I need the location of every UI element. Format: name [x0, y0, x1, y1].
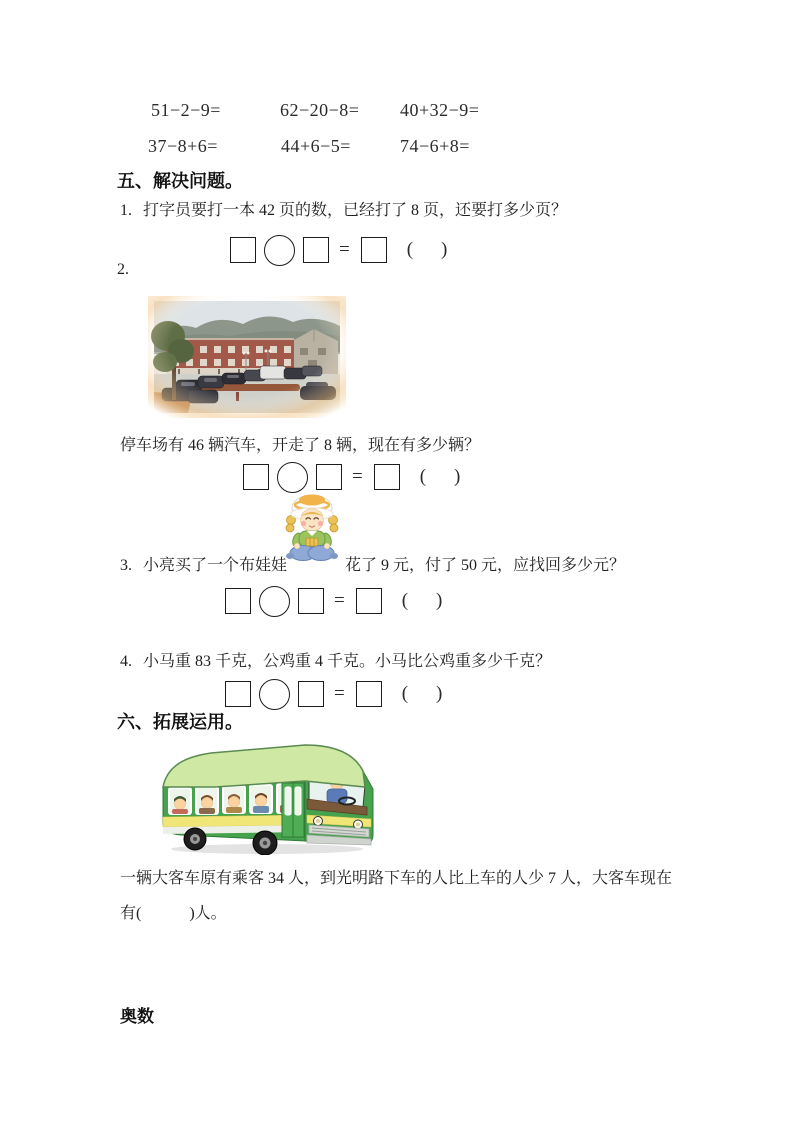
- section-six-text-line2: [120, 900, 227, 923]
- answer-equation-4: [225, 677, 442, 711]
- parking-lot-photo-image: [148, 296, 346, 418]
- footer-label: 奥数: [120, 1007, 154, 1026]
- answer-box: [356, 681, 382, 707]
- operator-circle: [264, 235, 295, 266]
- section-six-heading: 六、拓展运用。: [117, 712, 243, 732]
- answer-box: [225, 681, 251, 707]
- problem-4-question: 小马重 83 千克，公鸡重 4 千克。小马比公鸡重多少千克？: [143, 653, 552, 670]
- problem-2-number: [117, 261, 129, 279]
- problem-2-number-label: 2.: [117, 261, 129, 278]
- answer-box: [361, 237, 387, 263]
- section-six-line2: 有( )人。: [120, 905, 227, 922]
- section-six-line1: 一辆大客车原有乘客 34 人，到光明路下车的人比上车的人少 7 人，大客车现在: [120, 870, 673, 887]
- section-six-text-line1: [120, 865, 672, 888]
- paren-close: ): [436, 683, 443, 704]
- equals-sign: =: [339, 239, 350, 260]
- equals-sign: =: [334, 683, 345, 704]
- problem-4-number: 4.: [120, 653, 132, 670]
- answer-box: [303, 237, 329, 263]
- answer-equation-1: [230, 233, 447, 267]
- paren-close: ): [454, 466, 461, 487]
- arithmetic-expression: 40+32−9=: [400, 100, 480, 120]
- answer-box: [243, 464, 269, 490]
- problem-4-text: [120, 648, 551, 671]
- problem-3-question-before: 小亮买了一个布娃娃: [143, 557, 288, 574]
- problem-2-text: [120, 432, 480, 455]
- operator-circle: [277, 462, 308, 493]
- paren-open: (: [419, 466, 427, 487]
- answer-box: [298, 681, 324, 707]
- answer-box: [230, 237, 256, 263]
- problem-1-question: 打字员要打一本 42 页的数，已经打了 8 页，还要打多少页？: [143, 202, 568, 219]
- arithmetic-expression: 44+6−5=: [281, 136, 351, 156]
- paren-close: ): [441, 239, 448, 260]
- arithmetic-expression: 37−8+6=: [148, 136, 218, 156]
- arithmetic-expression: 62−20−8=: [280, 100, 360, 120]
- paren-open: (: [406, 239, 414, 260]
- problem-3-text: [120, 552, 625, 575]
- answer-box: [356, 588, 382, 614]
- answer-box: [298, 588, 324, 614]
- parking-lot-photo: [148, 296, 346, 418]
- arithmetic-expression: 51−2−9=: [151, 100, 221, 120]
- answer-equation-2: [243, 460, 460, 494]
- paren-open: (: [401, 683, 409, 704]
- answer-box: [316, 464, 342, 490]
- operator-circle: [259, 679, 290, 710]
- equals-sign: =: [334, 590, 345, 611]
- green-bus-illustration: [155, 731, 377, 855]
- problem-1-text: [120, 197, 567, 220]
- problem-3-question-after: 花了 9 元，付了 50 元，应找回多少元？: [345, 557, 626, 574]
- paren-open: (: [401, 590, 409, 611]
- answer-box: [225, 588, 251, 614]
- section-five-heading: 五、解决问题。: [117, 171, 243, 191]
- green-bus-image: [155, 731, 377, 855]
- problem-1-number: 1.: [120, 202, 132, 219]
- problem-3-number: 3.: [120, 557, 132, 574]
- arithmetic-expression: 74−6+8=: [400, 136, 470, 156]
- answer-equation-3: [225, 584, 442, 618]
- equals-sign: =: [352, 466, 363, 487]
- problem-2-question: 停车场有 46 辆汽车，开走了 8 辆，现在有多少辆？: [120, 437, 481, 454]
- answer-box: [374, 464, 400, 490]
- paren-close: ): [436, 590, 443, 611]
- operator-circle: [259, 586, 290, 617]
